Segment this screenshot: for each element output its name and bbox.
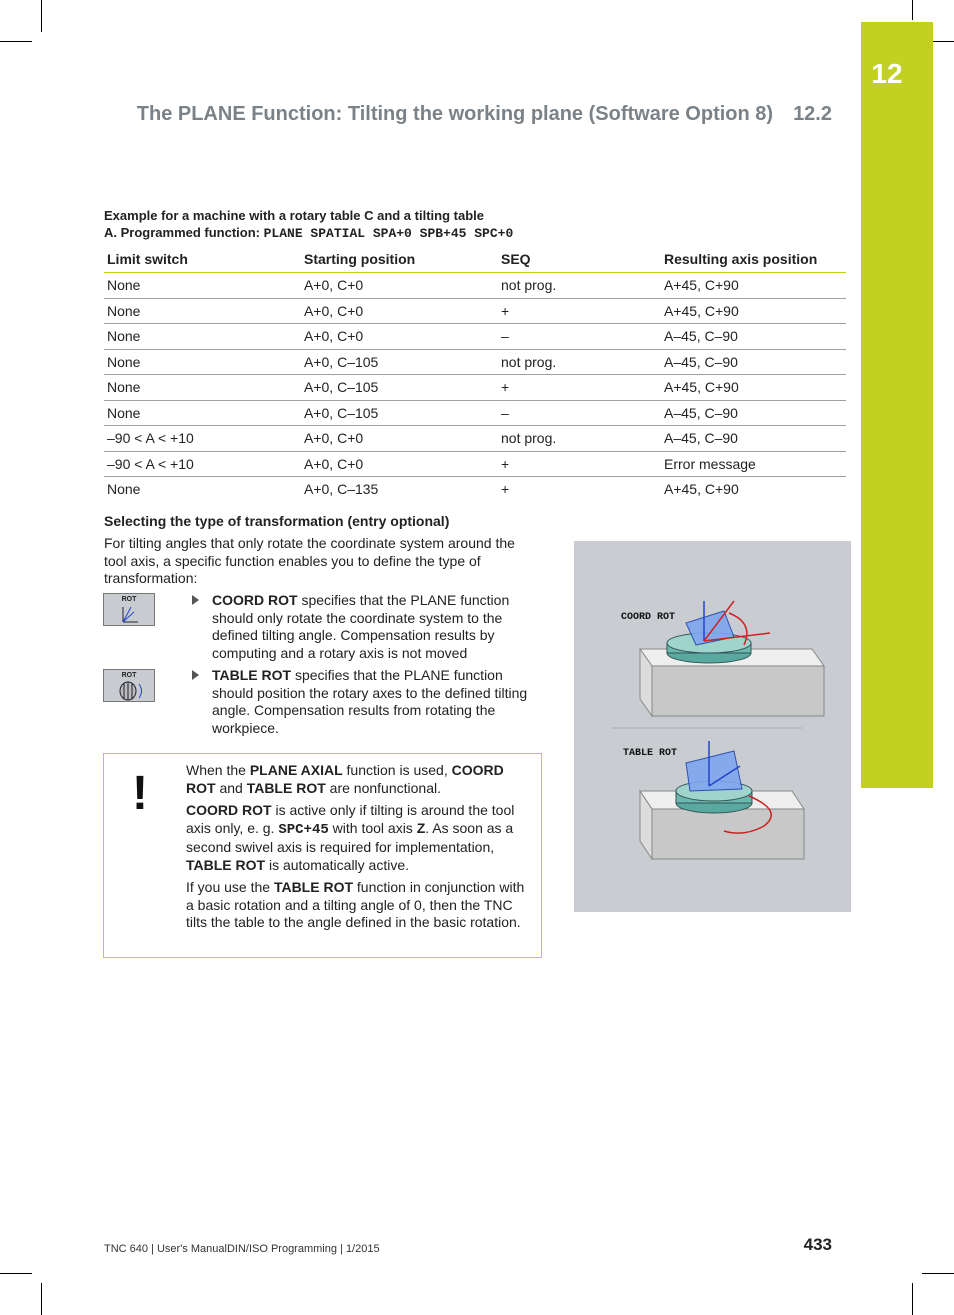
machine-illustration <box>574 541 851 912</box>
table-row <box>104 426 846 452</box>
axis-position-table <box>104 247 846 502</box>
table-row <box>104 451 846 477</box>
cell: A+45, C+90 <box>661 375 846 401</box>
cell: A+0, C+0 <box>301 298 498 324</box>
bullet-arrow-icon <box>192 670 199 680</box>
cell: A+45, C+90 <box>664 481 739 498</box>
cell: None <box>104 298 301 324</box>
header-seq: SEQ <box>498 247 661 273</box>
cell: A+0, C+0 <box>301 426 498 452</box>
header-section: 12.2 <box>793 103 832 125</box>
page-header <box>120 103 832 126</box>
crop-mark <box>0 1273 32 1274</box>
table-row <box>104 324 846 350</box>
softkey-label: ROT <box>121 596 137 603</box>
table-row <box>104 273 846 299</box>
page-number: 433 <box>803 1235 832 1254</box>
cell: A+0, C–105 <box>301 400 498 426</box>
table-row <box>104 477 846 502</box>
figure-label-coord-rot: COORD ROT <box>621 612 676 623</box>
crop-mark <box>41 0 42 32</box>
note-paragraph-3: If you use the TABLE ROT function in conjunction with a basic rotation and a tilting angle of 0, then the TNC tilts the table to the angle defined in the basic rotation. <box>186 879 525 930</box>
cell: None <box>104 375 301 401</box>
table-rot-term: TABLE ROT <box>212 667 292 683</box>
cell: A+0, C–105 <box>301 375 498 401</box>
cell: A+45, C+90 <box>661 298 846 324</box>
cell: not prog. <box>498 273 661 299</box>
example-line1: Example for a machine with a rotary table C and a tilting table <box>104 208 484 223</box>
softkey-label: ROT <box>121 672 137 679</box>
example-code: PLANE SPATIAL SPA+0 SPB+45 SPC+0 <box>263 226 514 241</box>
coord-rot-item <box>192 592 537 662</box>
crop-mark <box>922 1273 954 1274</box>
crop-mark <box>912 1283 913 1315</box>
cell: None <box>104 400 301 426</box>
table-row <box>104 349 846 375</box>
cell: A+0, C–135 <box>304 481 379 498</box>
cell: A+0, C–105 <box>301 349 498 375</box>
cell: + <box>498 375 661 401</box>
example-line2: A. Programmed function: <box>104 225 264 240</box>
coordinate-axes-icon <box>104 594 156 627</box>
figure-label-table-rot: TABLE ROT <box>623 748 678 759</box>
note-paragraph-1: When the PLANE AXIAL function is used, COORD ROT and TABLE ROT are nonfunctional. <box>186 762 504 796</box>
section-title: Selecting the type of transformation (entry optional) <box>104 513 450 529</box>
cell: not prog. <box>498 349 661 375</box>
cell: – <box>498 324 661 350</box>
section-intro: For tilting angles that only rotate the coordinate system around the tool axis, a specific function enables you to define the type of transformation: <box>104 535 515 586</box>
cell: not prog. <box>498 426 661 452</box>
cell: –90 < A < +10 <box>104 426 301 452</box>
rotary-table-icon <box>104 670 156 703</box>
chapter-tab <box>861 22 933 788</box>
note-paragraph-2: COORD ROT is active only if tilting is around the tool axis only, e. g. SPC+45 with tool axis Z. As soon as a second swivel axis is required for implementation, TABLE ROT is automatically active. <box>186 802 515 873</box>
header-resulting-position: Resulting axis position <box>661 247 846 273</box>
crop-mark <box>912 0 913 20</box>
cell: + <box>498 298 661 324</box>
coord-rot-term: COORD ROT <box>212 592 298 608</box>
crop-mark <box>0 41 32 42</box>
table-rot-softkey[interactable] <box>103 669 155 702</box>
cell: A–45, C–90 <box>661 426 846 452</box>
table-rot-text: specifies that the PLANE function should position the rotary axes to the defined tilting angle. Compensation results from rotating the workpiece. <box>212 667 528 736</box>
cell: A–45, C–90 <box>661 324 846 350</box>
cell: Error message <box>661 451 846 477</box>
coord-rot-softkey[interactable] <box>103 593 155 626</box>
cell: A+0, C+0 <box>301 273 498 299</box>
table-row <box>104 400 846 426</box>
crop-mark <box>41 1283 42 1315</box>
footer-text: TNC 640 | User's ManualDIN/ISO Programming | 1/2015 <box>104 1243 380 1255</box>
cell: A–45, C–90 <box>661 349 846 375</box>
header-starting-position: Starting position <box>301 247 498 273</box>
cell: None <box>104 273 301 299</box>
cell: A+0, C+0 <box>301 324 498 350</box>
table-row <box>104 375 846 401</box>
cell: + <box>498 451 661 477</box>
note-box <box>103 753 542 958</box>
cell: A–45, C–90 <box>661 400 846 426</box>
header-limit-switch: Limit switch <box>104 247 301 273</box>
example-title <box>104 207 513 242</box>
cell: None <box>104 324 301 350</box>
cell: –90 < A < +10 <box>104 451 301 477</box>
table-rot-item <box>192 667 537 737</box>
cell: A+45, C+90 <box>661 273 846 299</box>
warning-exclamation-icon: ! <box>132 767 148 820</box>
chapter-number: 12 <box>871 58 903 89</box>
bullet-arrow-icon <box>192 595 199 605</box>
cell: – <box>498 400 661 426</box>
header-title: The PLANE Function: Tilting the working plane (Software Option 8) <box>136 103 774 125</box>
cell: + <box>501 481 510 498</box>
transformation-figure <box>574 541 851 912</box>
table-row <box>104 298 846 324</box>
cell: A+0, C+0 <box>301 451 498 477</box>
cell: None <box>104 349 301 375</box>
coord-rot-text: specifies that the PLANE function should only rotate the coordinate system to the defined tilting angle. Compensation results by computing and a rotary axis is not moved <box>212 592 510 661</box>
cell: None <box>107 481 141 498</box>
table-header-row <box>104 247 846 273</box>
